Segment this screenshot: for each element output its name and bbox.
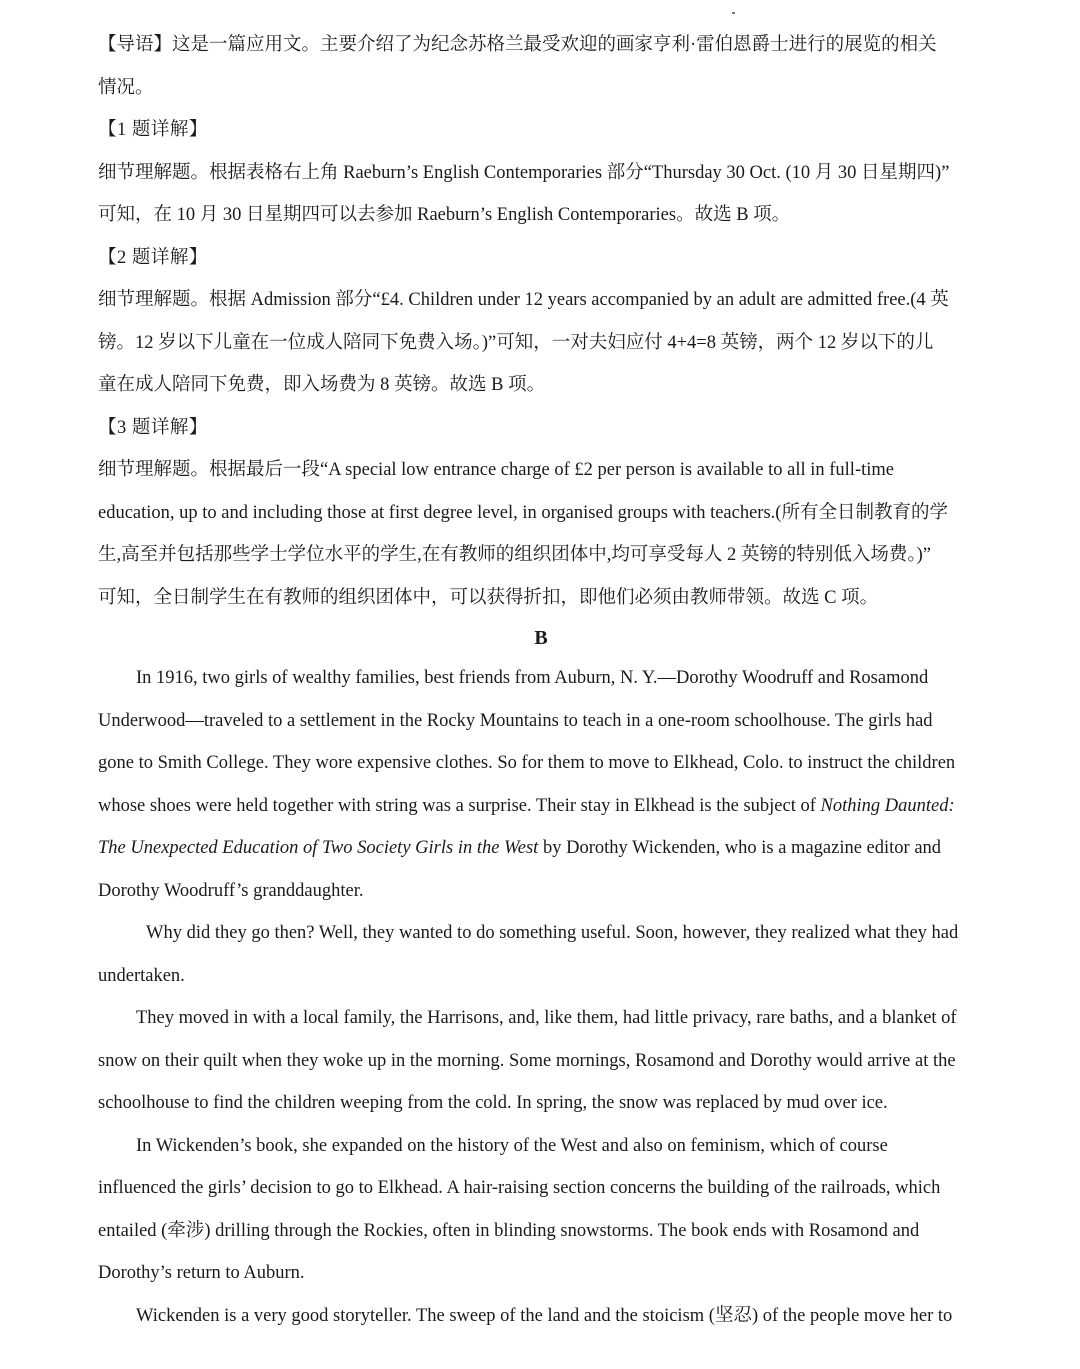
passage-paragraph-2 bbox=[98, 912, 984, 997]
explanation-line: 可知，在 10 月 30 日星期四可以去参加 Raeburn’s English Contemporaries。故选 B 项。 bbox=[98, 205, 791, 225]
passage-line bbox=[98, 785, 984, 828]
passage-text: by Dorothy Wickenden, who is a magazine editor and bbox=[538, 838, 942, 858]
passage-line: They moved in with a local family, the Harrisons, and, like them, had little privacy, rare baths, and a blanket of bbox=[136, 1008, 957, 1028]
explanation-line: 细节理解题。根据最后一段“A special low entrance charge of £2 per person is available to all in full-time bbox=[98, 460, 894, 480]
passage-line: undertaken. bbox=[98, 965, 185, 986]
question-3-explanation bbox=[98, 407, 984, 620]
passage-line: Dorothy Woodruff’s granddaughter. bbox=[98, 880, 364, 901]
passage-line: Wickenden is a very good storyteller. The sweep of the land and the stoicism (坚忍) of the people move her to bbox=[136, 1305, 953, 1326]
passage-line: entailed (牵涉) drilling through the Rockies, often in blinding snowstorms. The book ends with Rosamond and bbox=[98, 1220, 920, 1241]
passage-line: In 1916, two girls of wealthy families, best friends from Auburn, N. Y.—Dorothy Woodruff and Rosamond bbox=[136, 668, 929, 688]
intro-block bbox=[98, 24, 984, 109]
document-page bbox=[98, 24, 984, 1337]
explanation-line: 细节理解题。根据表格右上角 Raeburn’s English Contemporaries 部分“Thursday 30 Oct. (10 月 30 日星期四)” bbox=[98, 162, 950, 183]
passage-line: Underwood—traveled to a settlement in the Rocky Mountains to teach in a one-room schoolhouse. The girls had bbox=[98, 710, 933, 731]
intro-line: 【导语】这是一篇应用文。主要介绍了为纪念苏格兰最受欢迎的画家亨利·雷伯恩爵士进行的展览的相关 bbox=[98, 35, 937, 55]
passage-line: Why did they go then? Well, they wanted to do something useful. Soon, however, they realized what they had bbox=[146, 923, 959, 943]
question-3-heading: 【3 题详解】 bbox=[98, 417, 208, 438]
passage-text: whose shoes were held together with string was a surprise. Their stay in Elkhead is the subject of bbox=[98, 795, 821, 816]
scan-mark bbox=[732, 12, 735, 14]
question-2-explanation bbox=[98, 237, 984, 407]
section-b-title: B bbox=[534, 627, 548, 649]
explanation-line: 可知，全日制学生在有教师的组织团体中，可以获得折扣，即他们必须由教师带领。故选 C 项。 bbox=[98, 587, 879, 608]
explanation-line: 镑。12 岁以下儿童在一位成人陪同下免费入场。)”可知，一对夫妇应付 4+4=8 英镑，两个 12 岁以下的儿 bbox=[98, 332, 934, 353]
question-1-explanation bbox=[98, 109, 984, 237]
explanation-line: 细节理解题。根据 Admission 部分“£4. Children under 12 years accompanied by an adult are admitted free.(4 英 bbox=[98, 290, 949, 310]
passage-line: schoolhouse to find the children weeping from the cold. In spring, the snow was replaced by mud over ice. bbox=[98, 1093, 888, 1113]
passage-line: gone to Smith College. They wore expensive clothes. So for them to move to Elkhead, Colo. to instruct the children bbox=[98, 753, 956, 773]
book-title-part: Nothing Daunted: bbox=[820, 795, 955, 816]
passage-paragraph-1 bbox=[98, 657, 984, 912]
explanation-line: education, up to and including those at first degree level, in organised groups with teachers.(所有全日制教育的学 bbox=[98, 502, 948, 523]
question-2-heading: 【2 题详解】 bbox=[98, 247, 208, 268]
intro-line: 情况。 bbox=[98, 77, 154, 98]
book-title-part: The Unexpected Education of Two Society Girls in the West bbox=[98, 838, 539, 858]
passage-line: influenced the girls’ decision to go to Elkhead. A hair-raising section concerns the building of the railroads, which bbox=[98, 1178, 941, 1198]
passage-line bbox=[98, 827, 984, 870]
passage-line: snow on their quilt when they woke up in the morning. Some mornings, Rosamond and Dorothy would arrive at the bbox=[98, 1050, 956, 1071]
question-1-heading: 【1 题详解】 bbox=[98, 120, 208, 140]
passage-paragraph-3 bbox=[98, 997, 984, 1125]
explanation-line: 童在成人陪同下免费，即入场费为 8 英镑。故选 B 项。 bbox=[98, 375, 546, 395]
explanation-line: 生,高至并包括那些学士学位水平的学生,在有教师的组织团体中,均可享受每人 2 英镑的特别低入场费。)” bbox=[98, 545, 932, 565]
passage-line: In Wickenden’s book, she expanded on the history of the West and also on feminism, which of course bbox=[136, 1135, 888, 1156]
passage-paragraph-5 bbox=[98, 1295, 984, 1338]
passage-paragraph-4 bbox=[98, 1125, 984, 1295]
passage-line: Dorothy’s return to Auburn. bbox=[98, 1263, 305, 1283]
